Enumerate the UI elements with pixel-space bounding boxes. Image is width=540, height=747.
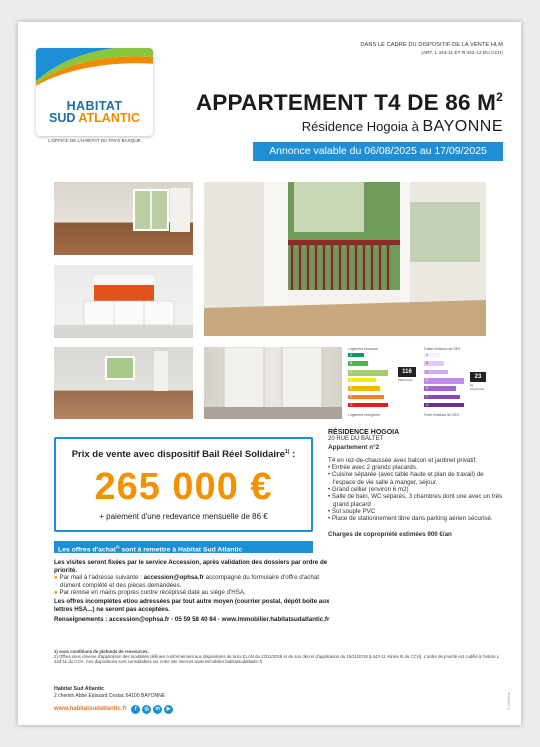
youtube-icon[interactable]: ▶: [164, 705, 173, 714]
logo-word-sud: SUD: [49, 111, 76, 125]
dpe-ges-unit: kg CO₂/m²/an: [470, 383, 485, 391]
ges-class-a: A: [424, 353, 440, 357]
contact-info: [54, 616, 334, 624]
photo-kitchen-image: [54, 265, 193, 338]
energy-class-f: F: [348, 395, 384, 399]
visits-text: Les visites seront fixées par le service Accession, après validation des dossiers par ordre de priorité.: [54, 559, 328, 574]
subtitle-city: BAYONNE: [422, 118, 503, 135]
legal-notice: [360, 42, 503, 56]
design-credit: © CréaTica: [507, 692, 511, 711]
validity-banner: Annonce valable du 06/08/2025 au 17/09/2025: [253, 142, 503, 161]
feature-item: • Sol souple PVC: [328, 508, 503, 515]
photo-living-room-image: [54, 182, 193, 255]
dpe-energy-value: 116: [398, 367, 416, 377]
dpe-energy-caption: Logement économe: [348, 347, 378, 351]
facebook-icon[interactable]: f: [131, 705, 140, 714]
offer-by-hand: [54, 589, 334, 597]
energy-class-g: G: [348, 403, 388, 407]
photo-kitchen: [54, 265, 193, 338]
footer-org: Habitat Sud Atlantic: [54, 686, 105, 692]
photo-living-room: [54, 182, 193, 255]
title-text: APPARTEMENT T4 DE 86 M: [195, 90, 497, 115]
legal-line-2: (ART. L 443-11 ET R 443-12 DU CCH): [421, 50, 503, 55]
mail-prefix: Par mail à l'adresse suivante :: [59, 574, 144, 582]
photo-balcony-image: [204, 182, 486, 336]
energy-class-d: D: [348, 378, 376, 382]
mail-suffix: accompagné du formulaire d'offre d'achat dûment complété et des pièces demandées.: [60, 574, 320, 589]
price-amount: 265 000 €: [94, 466, 273, 508]
mail-address-link[interactable]: accession@ophsa.fr: [143, 574, 204, 582]
logo-badge: [36, 48, 153, 136]
photo-hallway: [204, 347, 342, 419]
price-box: [54, 437, 313, 532]
ges-class-f: F: [424, 395, 460, 399]
offers-banner-text: Les offres d'achat: [58, 546, 116, 554]
feature-item: • Salle de bain, WC séparés, 3 chambres dont une avec un très grand placard: [328, 493, 503, 508]
bullet-icon: ●: [54, 589, 58, 597]
title-superscript: 2: [496, 90, 503, 104]
contact-label: Renseignements :: [54, 616, 110, 624]
energy-performance-labels: [348, 347, 488, 419]
ges-class-e: E: [424, 386, 456, 390]
feature-item: • Grand cellier (environ 6 m2): [328, 486, 503, 493]
dpe-ges-caption-bottom: Forte émission de GES: [424, 413, 460, 417]
logo-word-sud-atlantic: [36, 112, 153, 124]
feature-list: [328, 464, 503, 522]
habitat-sud-atlantic-logo: [36, 48, 153, 146]
apartment-number: Appartement n°2: [328, 443, 380, 451]
logo-word-atlantic: ATLANTIC: [78, 111, 140, 125]
offers-banner-rest: sont à remettre à Habitat Sud Atlantic: [119, 546, 243, 554]
footnotes: [54, 649, 502, 665]
price-label: [56, 449, 311, 460]
warning-text: Les offres incomplètes et/ou adressées par tout autre moyen (courrier postal, dépôt boîte aux lettres HSA...) ne seront pas acceptées.: [54, 597, 330, 613]
energy-class-e: E: [348, 386, 380, 390]
energy-class-a: A: [348, 353, 364, 357]
residence-address: 20 RUE DU BALTET: [328, 436, 384, 443]
ges-class-d: D: [424, 378, 464, 384]
footer-address: 2 chemin Abbé Edouard Cestac 64100 BAYONNE: [54, 693, 166, 700]
ges-class-g: G: [424, 403, 464, 407]
instagram-icon[interactable]: ◎: [142, 705, 151, 714]
price-label-note: 1): [285, 449, 290, 455]
flyer-sheet: [18, 22, 521, 725]
logo-subtitle: L'OFFICE DE L'HABITAT DU PAYS BASQUE: [48, 138, 141, 143]
incomplete-warning: [54, 598, 334, 613]
offers-instructions: [54, 558, 334, 624]
feature-item: • Place de stationnement libre dans parking aérien sécurisé.: [328, 515, 503, 522]
dpe-energy-unit: kWh/m²/an: [398, 378, 413, 382]
ges-class-b: B: [424, 361, 444, 365]
energy-class-b: B: [348, 361, 368, 365]
photo-hallway-image: [204, 347, 342, 419]
footnote-2: 2) Offres sous réserve d'application des modalités définies conformément aux dispositions de la loi ELAN du 23/11/2018 et de son décret d'application du 15/11/2019 (L443-11 Alinéa III du CCH). L'ordre de priorité est codifié à l'article L 443-11 du CCH. Ces dispositions sont consultables sur notre site internet www.immobilier.habitatsudatlantic.fr: [54, 654, 500, 665]
dpe-energy-caption-bottom: Logement énergivore: [348, 413, 381, 417]
price-label-colon: :: [289, 449, 296, 461]
feature-item: • Cuisine séparée (avec table haute et plan de travail) de l'espace de vie salle à manger, séjour.: [328, 471, 503, 486]
residence-name: RÉSIDENCE HOGOIA: [328, 429, 400, 436]
price-label-text: Prix de vente avec dispositif Bail Réel Solidaire: [71, 449, 286, 461]
footnote-1: 1) sous conditions de plafonds de ressources.: [54, 649, 149, 654]
website-link[interactable]: www.habitatsudatlantic.fr: [54, 706, 127, 713]
feature-item: • Entrée avec 2 grands placards.: [328, 464, 503, 471]
photo-bedroom: [54, 347, 193, 419]
monthly-fee: + paiement d'une redevance mensuelle de 86 €: [99, 512, 268, 521]
property-description: [328, 429, 503, 538]
subtitle-residence: Résidence Hogoia à: [301, 119, 419, 134]
bullet-icon: ●: [54, 574, 58, 582]
offer-by-mail: [54, 574, 334, 589]
energy-class-c: C: [348, 370, 388, 376]
footer: [54, 686, 173, 714]
contact-details: accession@ophsa.fr - 05 59 58 40 84 - www.immobilier.habitatsudatlantic.fr: [109, 616, 330, 624]
social-links: [131, 705, 173, 714]
ges-class-c: C: [424, 370, 448, 374]
photo-balcony: [204, 182, 486, 336]
visits-info: [54, 559, 334, 574]
legal-line-1: DANS LE CADRE DU DISPOSITIF DE LA VENTE HLM: [360, 42, 503, 48]
listing-subtitle: [302, 118, 503, 136]
listing-title: [196, 90, 503, 116]
offers-banner: [54, 541, 313, 553]
linkedin-icon[interactable]: in: [153, 705, 162, 714]
hand-delivery-text: Par remise en mains propres contre récépissé daté au siège d'HSA.: [59, 589, 246, 597]
dpe-ges-value: 23: [470, 372, 486, 382]
offers-banner-note: 2): [115, 544, 120, 549]
logo-swoosh-icon: [36, 48, 153, 92]
description-intro: T4 en rez-de-chaussée avec balcon et jardinet privatif.: [328, 456, 477, 464]
charges-estimate: Charges de copropriété estimées 900 €/an: [328, 530, 452, 538]
dpe-ges-caption: Faible émission de GES: [424, 347, 461, 351]
photo-bedroom-image: [54, 347, 193, 419]
logo-word-habitat: HABITAT: [66, 99, 123, 113]
